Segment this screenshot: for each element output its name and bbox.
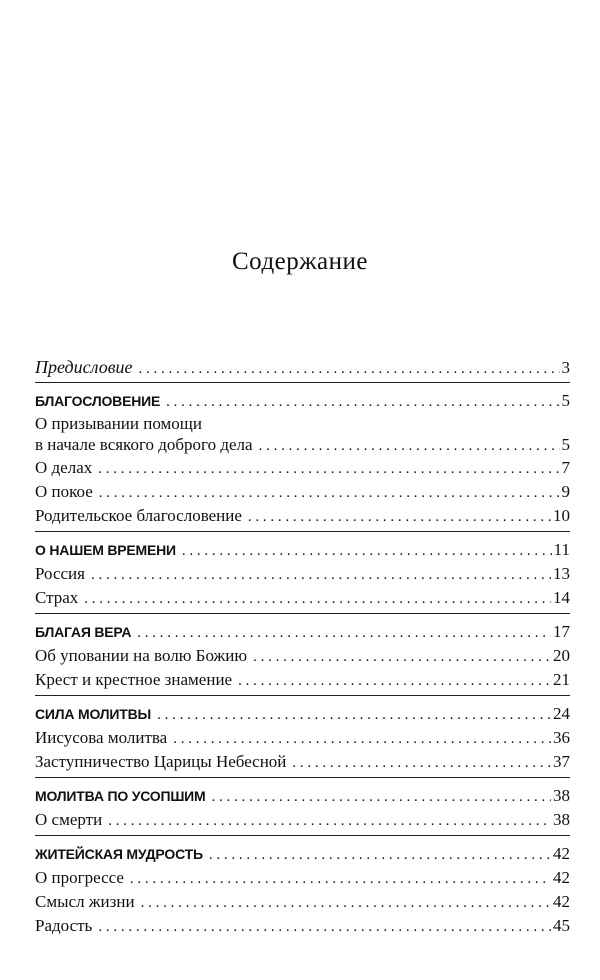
toc-entry[interactable] — [35, 504, 570, 528]
toc-entry-label: О делах — [35, 458, 93, 477]
dot-leader — [253, 645, 551, 669]
toc-page-number: 42 — [553, 892, 570, 911]
toc-entry-label: О покое — [35, 482, 93, 501]
toc-entry-label: Крест и крестное знамение — [35, 670, 233, 689]
dot-leader — [137, 621, 551, 645]
toc-section-heading[interactable] — [35, 538, 570, 562]
divider — [35, 382, 570, 383]
toc-entry[interactable] — [35, 562, 570, 586]
dot-leader — [84, 587, 551, 611]
toc-section-label: МОЛИТВА ПО УСОПШИМ — [35, 788, 206, 804]
toc-section — [35, 389, 570, 528]
toc-page-number: 3 — [561, 358, 570, 377]
toc-section-heading[interactable] — [35, 620, 570, 644]
dot-leader — [98, 915, 551, 939]
toc-entry[interactable] — [35, 413, 570, 456]
dot-leader — [108, 809, 551, 833]
toc-entry[interactable] — [35, 890, 570, 914]
toc-entry-label: О смерти — [35, 810, 103, 829]
toc-entry[interactable] — [35, 644, 570, 668]
toc-page-number: 42 — [553, 868, 570, 887]
toc-entry-label: Россия — [35, 564, 85, 583]
toc-entry[interactable] — [35, 668, 570, 692]
dot-leader — [91, 563, 551, 587]
toc-page-number: 7 — [561, 458, 570, 477]
divider — [35, 695, 570, 696]
toc-section-label: ЖИТЕЙСКАЯ МУДРОСТЬ — [35, 846, 203, 862]
toc-page-number: 45 — [553, 916, 570, 935]
toc-section — [35, 784, 570, 832]
toc-section — [35, 620, 570, 692]
table-of-contents — [35, 355, 570, 938]
toc-entry-label: Страх — [35, 588, 79, 607]
toc-section — [35, 842, 570, 938]
toc-page-number: 17 — [553, 622, 570, 641]
toc-entry-label: О прогрессе — [35, 868, 124, 887]
toc-entry-label: Иисусова молитва — [35, 728, 168, 747]
toc-section-label: СИЛА МОЛИТВЫ — [35, 706, 152, 722]
toc-page-number: 38 — [553, 810, 570, 829]
toc-section-heading[interactable] — [35, 389, 570, 413]
toc-page-number: 5 — [561, 435, 570, 454]
toc-page-number: 38 — [553, 786, 570, 805]
toc-page-number: 14 — [553, 588, 570, 607]
divider — [35, 531, 570, 532]
toc-entry-label: Смысл жизни — [35, 892, 135, 911]
toc-entry[interactable] — [35, 480, 570, 504]
toc-entry[interactable] — [35, 750, 570, 774]
dot-leader — [248, 505, 551, 529]
toc-page-number: 13 — [553, 564, 570, 583]
toc-section-heading[interactable] — [35, 842, 570, 866]
toc-section-heading[interactable] — [35, 702, 570, 726]
toc-entry-label: Заступничество Царицы Небесной — [35, 752, 287, 771]
toc-page-number: 36 — [553, 728, 570, 747]
dot-leader — [157, 703, 551, 727]
toc-section-label: БЛАГАЯ ВЕРА — [35, 624, 132, 640]
dot-leader — [141, 891, 551, 915]
toc-entry-label: Родительское благословение — [35, 506, 242, 525]
toc-page-number: 24 — [553, 704, 570, 723]
toc-entry-label: Об уповании на волю Божию — [35, 646, 248, 665]
toc-entry[interactable] — [35, 726, 570, 750]
toc-entry[interactable] — [35, 586, 570, 610]
dot-leader — [182, 539, 552, 563]
divider — [35, 777, 570, 778]
toc-entry[interactable] — [35, 866, 570, 890]
toc-section-label: БЛАГОСЛОВЕНИЕ — [35, 393, 161, 409]
toc-entry[interactable] — [35, 914, 570, 938]
toc-page-number: 42 — [553, 844, 570, 863]
dot-leader — [130, 867, 551, 891]
dot-leader — [292, 751, 551, 775]
divider — [35, 613, 570, 614]
toc-entry-label-line1: О призывании помощи — [35, 414, 202, 433]
toc-entry-label: Предисловие — [35, 357, 133, 377]
toc-page-number: 11 — [553, 540, 570, 559]
divider — [35, 835, 570, 836]
dot-leader — [212, 785, 551, 809]
toc-entry-label: Радость — [35, 916, 93, 935]
toc-entry[interactable] — [35, 808, 570, 832]
toc-section-heading[interactable] — [35, 784, 570, 808]
dot-leader — [139, 357, 560, 381]
dot-leader — [238, 669, 551, 693]
toc-page-number: 37 — [553, 752, 570, 771]
toc-page-number: 21 — [553, 670, 570, 689]
toc-section — [35, 538, 570, 610]
page-title: Содержание — [232, 248, 368, 275]
toc-section-label: О НАШЕМ ВРЕМЕНИ — [35, 542, 176, 558]
dot-leader — [173, 727, 551, 751]
toc-page-number: 10 — [553, 506, 570, 525]
toc-page-number: 9 — [561, 482, 570, 501]
toc-page-number: 20 — [553, 646, 570, 665]
dot-leader — [166, 390, 559, 414]
toc-entry-label-line2: в начале всякого доброго дела — [35, 435, 253, 454]
dot-leader — [209, 843, 551, 867]
toc-preface[interactable] — [35, 355, 570, 379]
toc-entry[interactable] — [35, 456, 570, 480]
dot-leader — [99, 481, 560, 505]
dot-leader — [98, 457, 559, 481]
toc-section — [35, 702, 570, 774]
toc-page-number: 5 — [561, 391, 570, 410]
dot-leader — [259, 435, 560, 457]
